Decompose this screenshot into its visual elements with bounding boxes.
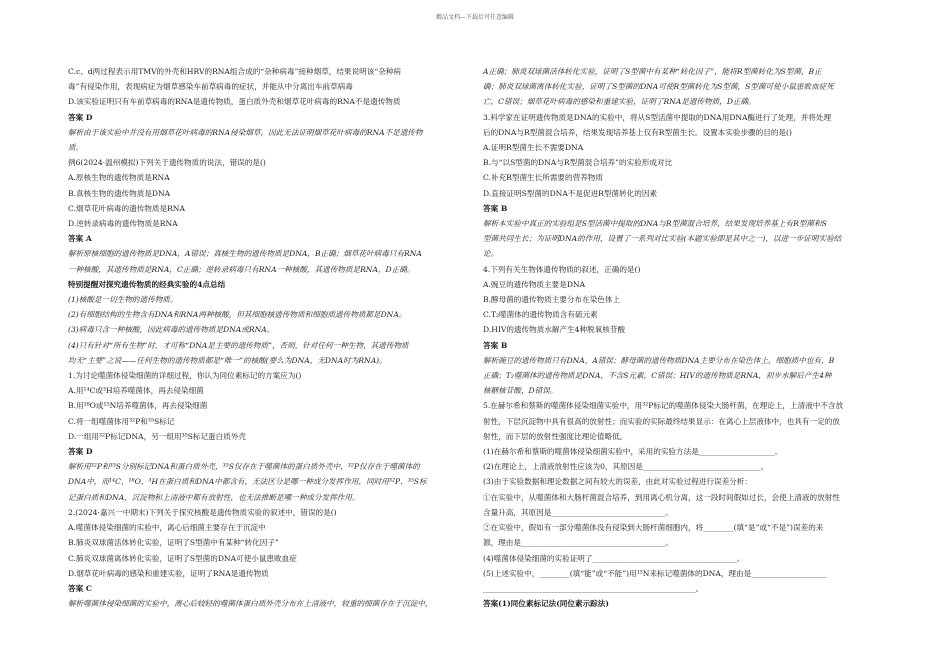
right-text-line: B.与“以S型菌的DNA与R型菌混合培养”的实验形成对比 [483,158,673,168]
right-text-line: ①在实验中，从噬菌体和大肠杆菌混合培养，到用离心机分离，这一段时间假如过长，会使上清液的放射性 [483,492,840,502]
left-text-line: D.该实验证明只有车前草病毒的RNA是遗传物质，蛋白质外壳和烟草花叶病毒的RNA不是遗传物质 [68,97,401,107]
left-text-line: 特别提醒对探究遗传物质的经典实验的4点总结 [68,279,226,289]
right-column [483,64,895,611]
right-text-line: 正确；T₂噬菌体的遗传物质是DNA，不含S元素，C错误；HIV的遗传物质是RNA，初步水解后产生4种 [483,371,832,381]
left-text-line: 答案 C [68,583,92,593]
right-text-line: 核糖核苷酸，D错误。 [483,386,558,396]
right-text-line: 含量升高，其原因是______________________________。 [483,507,673,517]
left-text-line: 答案 D [68,112,93,122]
right-text-line: 答案(1)同位素标记法(同位素示踪法) [483,599,609,609]
right-text-line: A正确；肺炎双球菌活体转化实验，证明了S型菌中有某种“转化因子”，能将R型菌转化为S型菌，B正 [483,67,822,76]
right-text-line: 源，理由是______________________________________。 [483,538,673,548]
right-text-line: 4.下列有关生物体遗传物质的叙述，正确的是() [483,264,641,274]
page-header: 精品文档---下载后可任意编辑 [435,14,515,21]
right-text-line: (2)在理论上，上清液放射性应该为0，其原因是_______________________________。 [483,462,769,472]
left-text-line: D.一组用³²P标记DNA，另一组用³⁵S标记蛋白质外壳 [68,431,247,441]
left-text-line: 均无“主要”之说——任何生物的遗传物质都是“唯一”的核酸(要么为DNA，无DNA时为RNA)。 [68,355,387,365]
right-text-line: C.补充R型菌生长所需要的营养物质 [483,173,603,183]
left-text-line: 记蛋白质和DNA，沉淀物和上清液中都有放射性，也无法推断是哪一种成分发挥作用。 [68,492,360,502]
left-text-line: D.逆转录病毒的遗传物质是RNA [68,219,178,229]
right-text-line: A.豌豆的遗传物质主要是DNA [483,279,586,289]
left-text-line: 毒”有侵染作用，表现病症为烟草感染车前草病毒的症状，并能从中分离出车前草病毒 [68,82,353,92]
left-text-line: 答案 A [68,234,92,244]
right-text-line: 射性，而下层的放射性强度比理论值略低。 [483,431,628,441]
right-text-line: 3.科学家在证明遗传物质是DNA的实验中，将从S型活菌中提取的DNA用DNA酶进行了处理，并将处理 [483,112,832,122]
left-text-line: D.烟草花叶病毒的感染和重建实验，证明了RNA是遗传物质 [68,568,269,578]
right-text-line: 亡，C错误；烟草花叶病毒的感染和重建实验，证明了RNA是遗传物质，D正确。 [483,97,756,107]
left-text-line: C.肺炎双球菌离体转化实验，证明了S型菌的DNA可使小鼠患败血症 [68,553,297,563]
right-text-line: (4)噬菌体侵染细菌的实验证明了______________________________________。 [483,553,745,563]
left-text-line: DNA中，而¹⁴C、¹⁸O、³H在蛋白质和DNA中都含有，无法区分是哪一种成分发挥作用，同时用³²P、³⁵S标 [68,477,427,487]
right-text-line: A.证明R型菌生长不需要DNA [483,143,584,153]
right-text-line: ②在实验中，假如有一部分噬菌体没有侵染到大肠杆菌细胞内，将________(填“是”或“不是”)误差的来 [483,523,824,533]
left-text-line: 一种核酸，其遗传物质是RNA，C正确；逆转录病毒只有RNA一种核酸，其遗传物质是RNA，D正确。 [68,264,415,274]
left-text-line: 解析用³²P和³⁵S分别标记DNA和蛋白质外壳，³⁵S仅存在于噬菌体的蛋白质外壳中，³²P仅存在于噬菌体的 [68,462,420,472]
left-text-line: (3)病毒只含一种核酸，因此病毒的遗传物质是DNA或RNA。 [68,325,275,335]
right-text-line: D.直接证明S型菌的DNA不是促进R型菌转化的因素 [483,188,658,198]
left-text-line: 解析噬菌体侵染细菌的实验中，离心后较轻的噬菌体蛋白质外壳分布在上清液中，较重的细菌存在于沉淀中， [68,599,433,609]
left-text-line: 2.(2024·嘉兴一中期末)下列关于探究核酸是遗传物质实验的叙述中，错误的是() [68,507,337,517]
left-text-line: 例6(2024·温州模拟)下列关于遗传物质的说法，错误的是() [68,158,266,168]
left-text-line: (2)有细胞结构的生物含有DNA和RNA两种核酸，但其细胞核遗传物质和细胞质遗传物质都是DNA。 [68,310,407,320]
right-text-line: (5)上述实验中，________(填“能”或“不能”)用¹⁵N来标记噬菌体的DNA，理由是____________________ [483,568,828,578]
left-text-line: C.将一组噬菌体用³²P和³⁵S标记 [68,416,175,426]
left-text-line: 答案 D [68,447,93,457]
right-text-line: B.酵母菌的遗传物质主要分布在染色体上 [483,295,621,305]
left-text-line: A.原核生物的遗传物质是RNA [68,173,170,183]
left-text-line: A.用¹⁴C或³H培养噬菌体，再去侵染细菌 [68,386,204,396]
left-text-line: C.c、d两过程表示用TMV的外壳和HRV的RNA组合成的“杂种病毒”接种烟草，结果说明该“杂种病 [68,67,402,76]
right-text-line: D.HIV的遗传物质水解产生4种脱氧核苷酸 [483,325,626,335]
right-text-line: 后的DNA与R型菌混合培养，结果发现培养基上仅有R型菌生长。设置本实验步骤的目的是() [483,127,792,137]
right-text-line: 答案 B [483,203,508,213]
right-text-line: 5.在赫尔希和蔡斯的噬菌体侵染细菌实验中，用³²P标记的噬菌体侵染大肠杆菌，在理论上，上清液中不含放 [483,401,844,411]
left-text-line: 1.为讨论噬菌体侵染细菌的详细过程，你认为同位素标记的方案应为() [68,371,302,381]
left-text-line: C.烟草花叶病毒的遗传物质是RNA [68,203,185,213]
left-text-line: B.真核生物的遗传物质是DNA [68,188,171,198]
right-text-line: 射性，下层沉淀物中具有很高的放射性；而实验的实际最终结果显示：在离心上层液体中，也具有一定的放 [483,416,840,426]
left-column [68,64,470,611]
left-text-line: A.噬菌体侵染细菌的实验中，离心后细菌主要存在于沉淀中 [68,523,266,533]
right-text-line: (3)由于实验数据和理论数据之间有较大的误差，由此对实验过程进行误差分析： [483,477,752,487]
right-text-line: 解析本实验中真正的实验组是S型活菌中提取的DNA与R型菌混合培养，结果发现培养基上有R型菌和S [483,219,827,229]
left-text-line: 解析由于该实验中并没有用烟草花叶病毒的RNA侵染烟草，因此无法证明烟草花叶病毒的RNA不是遗传物 [68,127,423,137]
right-text-line: 解析豌豆的遗传物质只有DNA，A错误；酵母菌的遗传物质DNA主要分布在染色体上，细胞质中也有，B [483,355,835,365]
right-text-line: C.T₂噬菌体的遗传物质含有硫元素 [483,310,598,320]
left-text-line: 质。 [68,143,84,153]
right-text-line: ________________________________________________________。 [483,583,704,593]
right-text-line: (1)在赫尔希和蔡斯的噬菌体侵染细菌实验中，采用的实验方法是____________________。 [483,447,783,457]
left-text-line: B.用¹⁸O或¹⁵N培养噬菌体，再去侵染细菌 [68,401,208,411]
left-text-line: B.肺炎双球菌活体转化实验，证明了S型菌中有某种“转化因子” [68,538,279,548]
right-text-line: 确；肺炎双球菌离体转化实验，证明了S型菌的DNA可使R型菌转化为S型菌，S型菌可使小鼠患败血症死 [483,82,834,92]
right-text-line: 型菌共同生长；为证明DNA的作用，设置了一系列对比实验(本题实验即是其中之一)，以进一步证明实验结 [483,234,842,244]
left-text-line: (4)只有针对“所有生物”时，才可称“DNA是主要的遗传物质”，否则，针对任何一种生物，其遗传物质 [68,340,409,350]
right-text-line: 答案 B [483,340,508,350]
left-text-line: (1)核酸是一切生物的遗传物质。 [68,295,178,305]
left-text-line: 解析原核细胞的遗传物质是DNA，A错误；真核生物的遗传物质是DNA，B正确；烟草花叶病毒只有RNA [68,249,422,259]
right-text-line: 论。 [483,249,499,259]
